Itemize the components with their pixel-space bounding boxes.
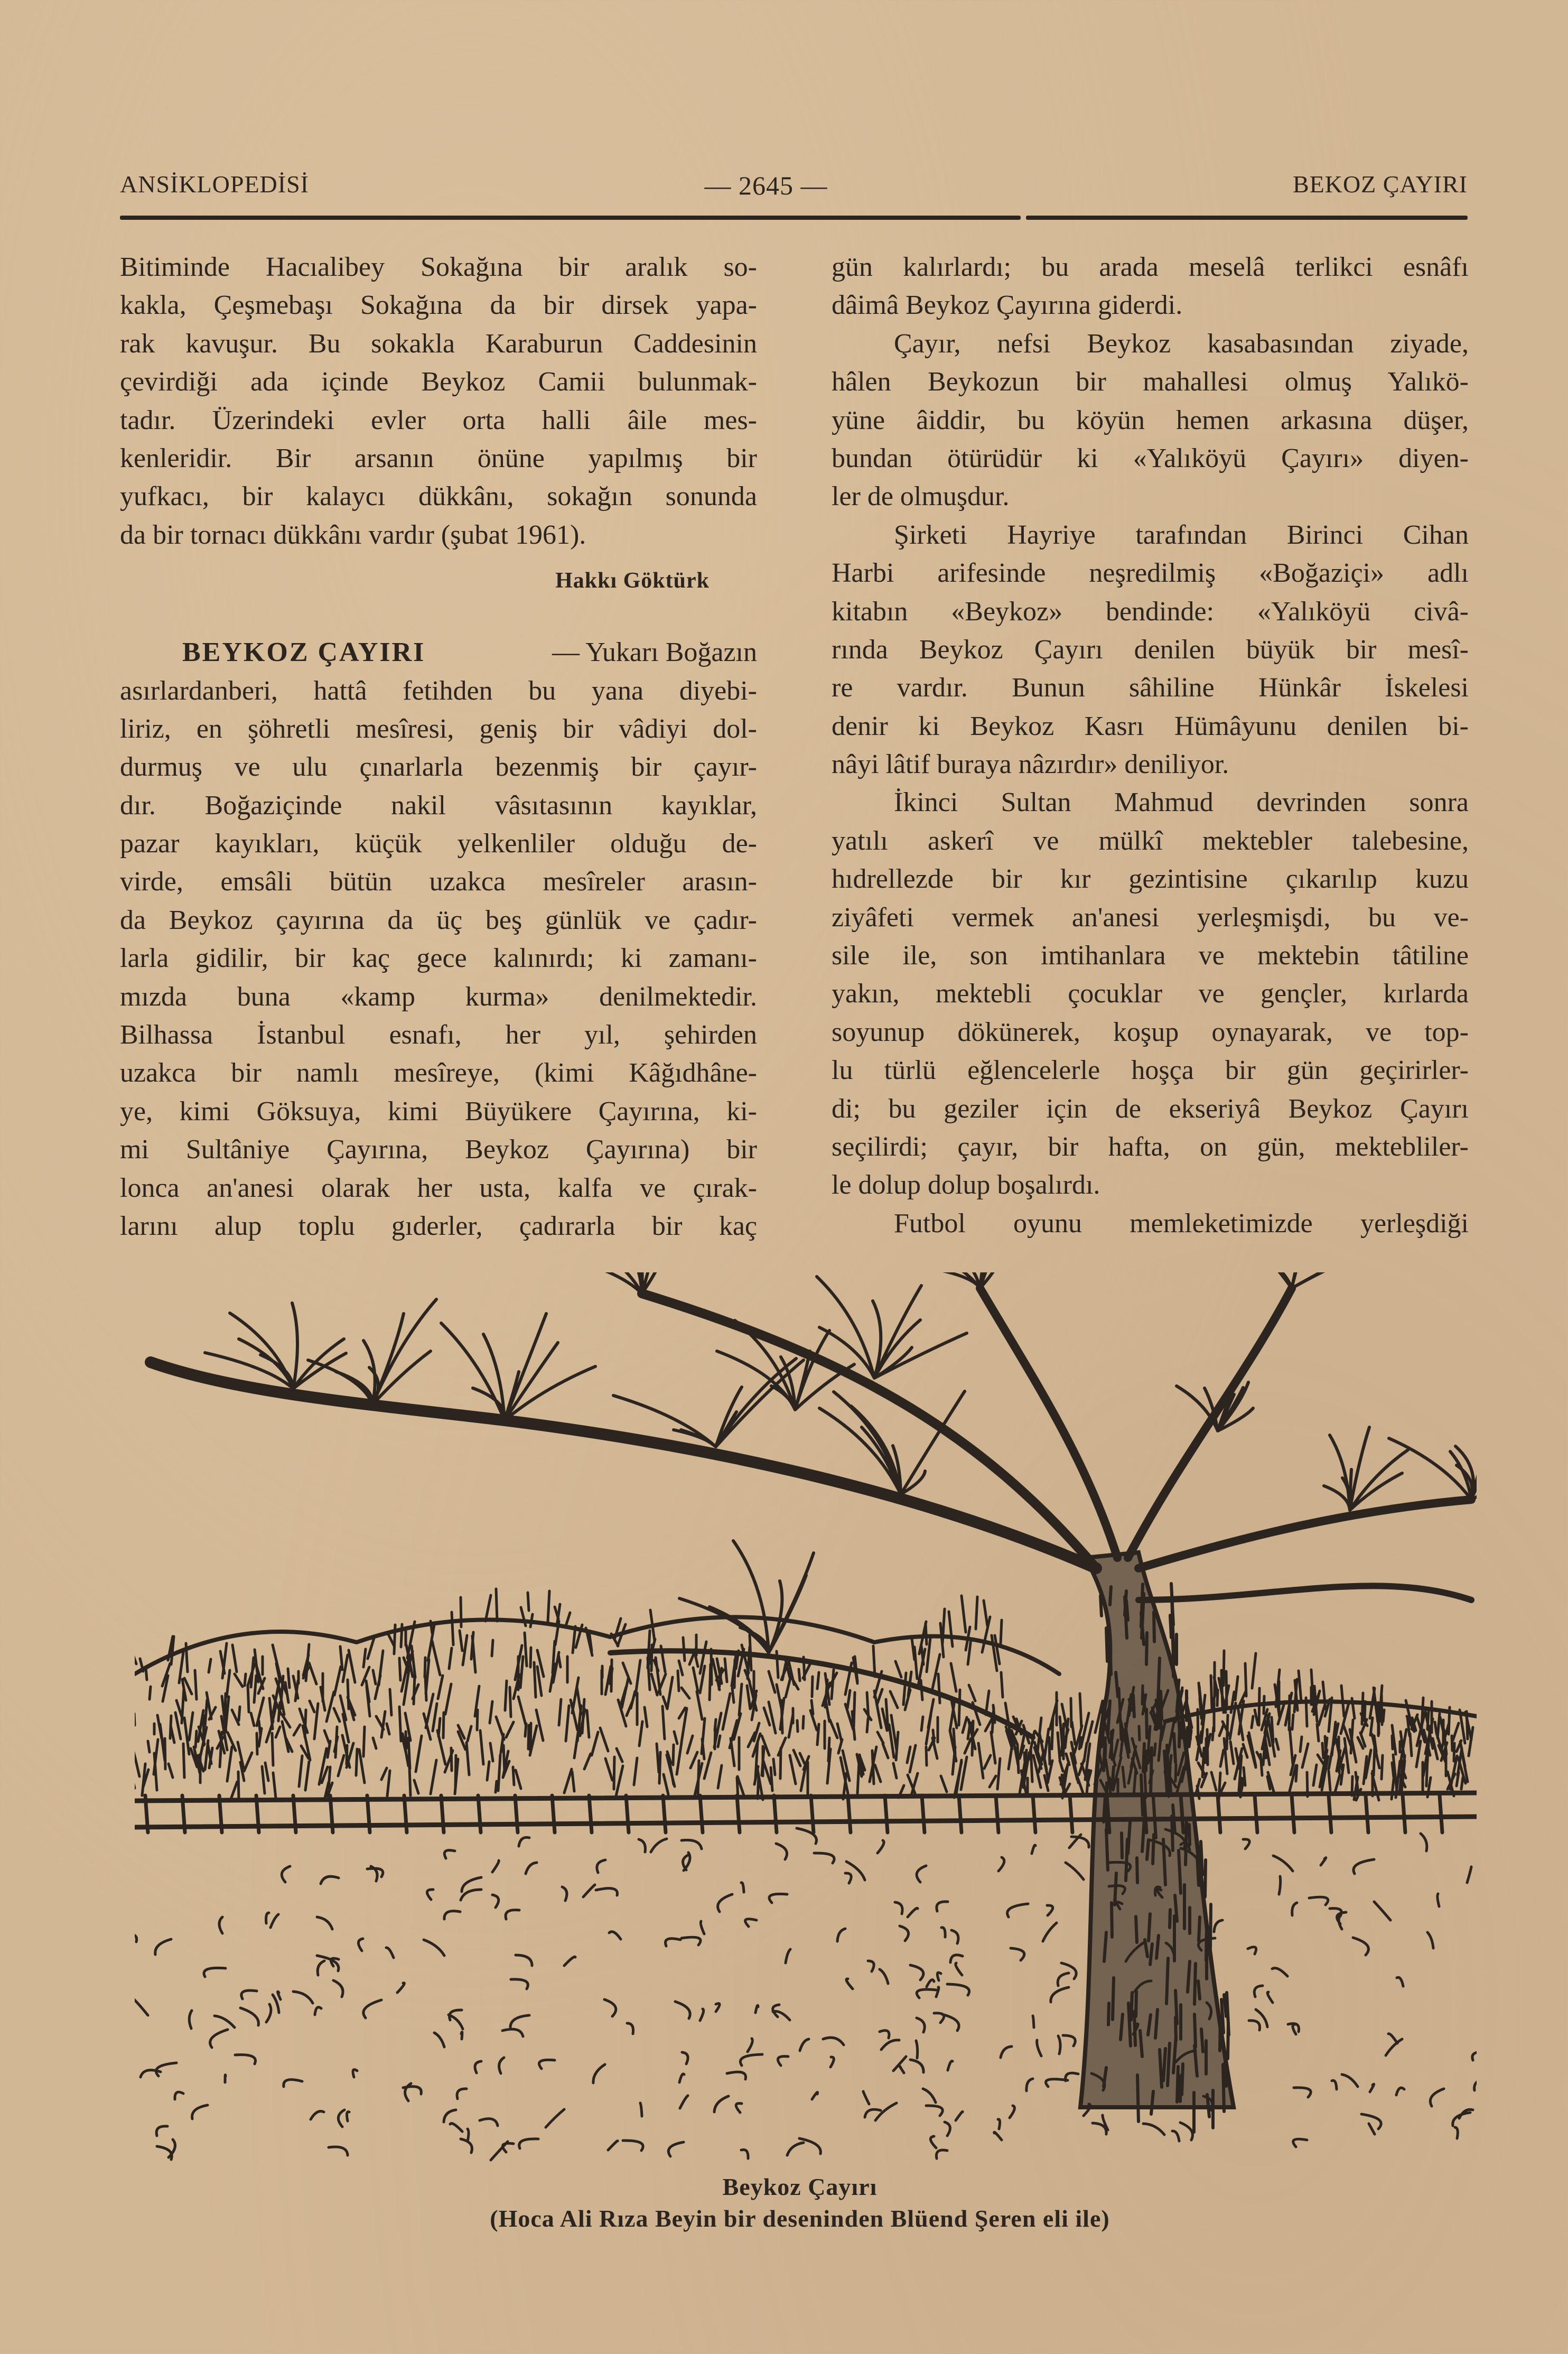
text-line: da bir tornacı dükkânı vardır (şubat 1961).: [120, 519, 586, 550]
text-line: rak kavuşur. Bu sokakla Karaburun Caddesinin: [120, 328, 757, 359]
text-line: yakın, mektebli çocuklar ve gençler, kırlarda: [832, 979, 1469, 1009]
header-rule: [1026, 216, 1468, 220]
text-line: da Beykoz çayırına da üç beş günlük ve çadır-: [120, 905, 757, 935]
text-line: lu türlü eğlencelerle hoşça bir gün geçirirler-: [832, 1055, 1469, 1086]
text-line: sile ile, son imtihanlara ve mektebin tâtiline: [832, 941, 1469, 971]
text-line: Bilhassa İstanbul esnafı, her yıl, şehirden: [120, 1020, 757, 1050]
text-line: nâyi lâtif buraya nâzırdır» deniliyor.: [832, 749, 1229, 780]
text-line: rında Beykoz Çayırı denilen büyük bir mesî-: [832, 634, 1469, 665]
text-line: Çayır, nefsi Beykoz kasabasından ziyade,: [894, 328, 1469, 359]
text-line: çevirdiği ada içinde Beykoz Camii bulunmak-: [120, 367, 757, 397]
text-line: Şirketi Hayriye tarafından Birinci Cihan: [894, 519, 1469, 550]
text-line: lonca an'anesi olarak her usta, kalfa ve çırak-: [120, 1173, 757, 1203]
text-line: yatılı askerî ve mülkî mektebler talebesine,: [832, 825, 1469, 856]
tree-twigs: [205, 1272, 1477, 1653]
text-line: asırlardanberi, hattâ fetihden bu yana diyebi-: [120, 675, 757, 706]
text-line: mızda buna «kamp kurma» denilmektedir.: [120, 981, 757, 1012]
text-line: ye, kimi Göksuya, kimi Büyükere Çayırına, ki-: [120, 1096, 757, 1127]
text-line: larını alup toplu gıderler, çadırarla bir kaç: [120, 1211, 757, 1241]
text-line: denir ki Beykoz Kasrı Hümâyunu denilen bi-: [832, 711, 1469, 741]
tree-branch: [151, 1362, 1096, 1568]
text-line: liriz, en şöhretli mesîresi, geniş bir vâdiyi dol-: [120, 713, 757, 744]
author-signature: Hakkı Göktürk: [555, 569, 710, 593]
text-line: tadır. Üzerindeki evler orta halli âile mes-: [120, 405, 757, 435]
tree-branch: [1138, 1586, 1471, 1600]
text-line: mi Sultâniye Çayırına, Beykoz Çayırına) bir: [120, 1134, 757, 1165]
text-line: hâlen Beykozun bir mahallesi olmuş Yalıkö-: [832, 367, 1469, 397]
figure-caption-title: Beykoz Çayırı: [722, 2173, 878, 2200]
entry-first-line: [120, 634, 757, 672]
text-line: larla gidilir, bir kaç gece kalınırdı; ki zamanı-: [120, 943, 757, 974]
text-line: Harbi arifesinde neşredilmiş «Boğaziçi» adlı: [832, 558, 1469, 589]
figure-caption-credit: (Hoca Ali Rıza Beyin bir deseninden Blüend Şeren eli ile): [490, 2205, 1110, 2232]
background-foliage-hatching: [135, 1589, 1473, 1800]
text-line: Bitiminde Hacıalibey Sokağına bir aralık so-: [120, 252, 757, 282]
text-line: bundan ötürüdür ki «Yalıköyü Çayırı» diyen-: [832, 443, 1469, 473]
tree-illustration: [135, 1272, 1477, 2171]
text-line: gün kalırlardı; bu arada meselâ terlikci esnâfı: [832, 252, 1469, 282]
running-head-right: BEKOZ ÇAYIRI: [1292, 171, 1468, 198]
text-line: ler de olmuşdur.: [832, 481, 1010, 512]
right-column: [832, 248, 1469, 1243]
text-line: — Yukarı Boğazın: [552, 637, 757, 668]
text-line: hıdrellezde bir kır gezintisine çıkarılıp kuzu: [832, 864, 1469, 895]
text-line: uzakca bir namlı mesîreye, (kimi Kâğıdhâne-: [120, 1058, 757, 1088]
text-line: le dolup dolup boşalırdı.: [832, 1170, 1100, 1201]
fence-line: [135, 1793, 1477, 1827]
text-line: kitabın «Beykoz» bendinde: «Yalıköyü civâ-: [832, 596, 1469, 627]
page-number: — 2645 —: [704, 171, 828, 200]
text-line: dâimâ Beykoz Çayırına giderdi.: [832, 290, 1183, 321]
spacer: [120, 597, 757, 634]
text-line: pazar kayıkları, küçük yelkenliler olduğu de-: [120, 829, 757, 859]
grass-strokes: [135, 1828, 1477, 2160]
entry-headword: BEYKOZ ÇAYIRI: [182, 637, 426, 668]
tree-branch: [642, 1294, 1096, 1568]
tree-branch: [1128, 1288, 1292, 1558]
running-head-left: ANSİKLOPEDİSİ: [120, 171, 309, 198]
text-line: İkinci Sultan Mahmud devrinden sonra: [894, 787, 1469, 818]
text-line: di; bu geziler için de ekseriyâ Beykoz Çayırı: [832, 1093, 1469, 1124]
text-line: dır. Boğaziçinde nakil vâsıtasının kayıklar,: [120, 790, 757, 821]
text-line: ziyâfeti vermek an'anesi yerleşmişdi, bu ve-: [832, 902, 1469, 933]
text-line: yufkacı, bir kalaycı dükkânı, sokağın sonunda: [120, 481, 757, 512]
text-line: durmuş ve ulu çınarlarla bezenmiş bir çayır-: [120, 752, 757, 783]
text-line: virde, emsâli bütün uzakca mesîreler arasın-: [120, 867, 757, 897]
text-line: yüne âiddir, bu köyün hemen arkasına düşer,: [832, 405, 1469, 435]
tree-branch: [1138, 1500, 1471, 1568]
text-line: kakla, Çeşmebaşı Sokağına da bir dirsek yapa-: [120, 290, 757, 321]
text-line: soyunup dökünerek, koşup oynayarak, ve top-: [832, 1017, 1469, 1047]
text-line: seçilirdi; çayır, bir hafta, on gün, mektebliler-: [832, 1131, 1469, 1162]
text-line: re vardır. Bunun sâhiline Hünkâr İskelesi: [832, 673, 1469, 703]
text-line: kenleridir. Bir arsanın önüne yapılmış bir: [120, 443, 757, 473]
header-rule: [120, 216, 1021, 220]
text-line: Futbol oyunu memleketimizde yerleşdiği: [894, 1208, 1469, 1239]
left-column: [120, 248, 757, 1245]
